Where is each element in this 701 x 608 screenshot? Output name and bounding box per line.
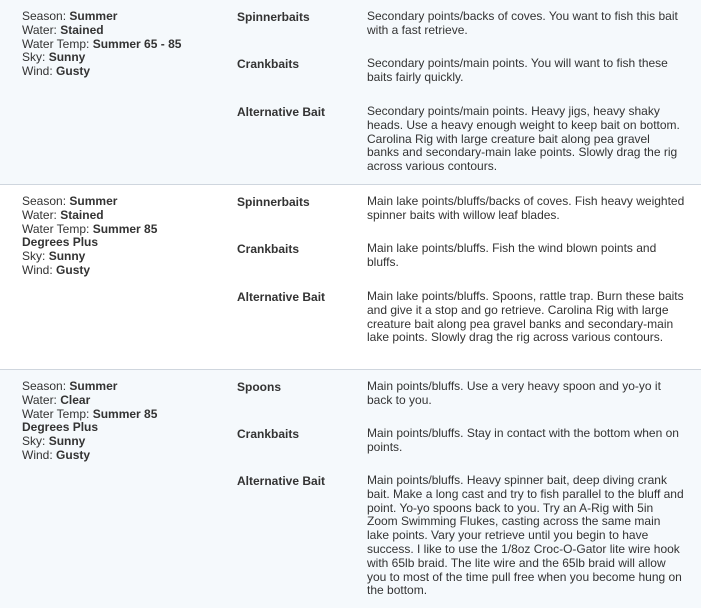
sky-value: Sunny: [48, 434, 86, 449]
sky-line: [22, 250, 202, 264]
temp-line: [22, 223, 172, 251]
bait-description: Main points/bluffs. Use a very heavy spoon and yo-yo it back to you.: [367, 379, 661, 407]
bait-name: Crankbaits: [237, 427, 300, 441]
bait-name: Spoons: [237, 380, 281, 394]
temp-label: Water Temp:: [22, 221, 90, 236]
condition-group: [0, 370, 701, 608]
season-value: Summer: [69, 379, 118, 393]
season-line: [22, 380, 202, 394]
bait-description: Main lake points/bluffs. Fish the wind blown points and bluffs.: [367, 241, 657, 269]
water-value: Clear: [60, 392, 91, 407]
bait-name: Spinnerbaits: [237, 195, 310, 209]
bait-description: Secondary points/main points. You will want to fish these baits fairly quickly.: [367, 56, 668, 84]
bait-name: Alternative Bait: [237, 290, 326, 304]
wind-label: Wind:: [22, 262, 53, 277]
bait-description: Main points/bluffs. Stay in contact with the bottom when on points.: [367, 426, 679, 454]
bait-description: Main points/bluffs. Heavy spinner bait, deep diving crank bait. Make a long cast and try to fish parallel to the bluff and point. Yo-yo spoons back to you. Try an A-Rig with 5in Zoom Swimming Flukes, casting across the same main lake points. Vary your retrieve until you begin to have success. I like to use the 1/8oz Croc-O-Gator lite wire hook with 65lb braid. The lite wire and the 65lb braid will allow you to most of the time pull free when you become hung on the bottom.: [367, 473, 684, 598]
temp-label: Water Temp:: [22, 36, 90, 51]
temp-line: [22, 408, 172, 436]
wind-line: [22, 65, 202, 79]
season-label: Season:: [22, 379, 67, 393]
conditions-cell: [22, 195, 202, 278]
water-label: Water:: [22, 207, 57, 222]
sky-label: Sky:: [22, 50, 46, 65]
wind-label: Wind:: [22, 447, 53, 462]
wind-line: [22, 264, 202, 278]
season-line: [22, 195, 202, 209]
water-label: Water:: [22, 392, 57, 407]
bait-description: Main lake points/bluffs/backs of coves. Fish heavy weighted spinner baits with willow leaf blades.: [367, 194, 685, 222]
conditions-cell: [22, 10, 202, 79]
wind-value: Gusty: [56, 64, 91, 79]
wind-value: Gusty: [56, 262, 91, 277]
bait-description: Secondary points/main points. Heavy jigs, heavy shaky heads. Use a heavy enough weight to keep bait on bottom. Carolina Rig with large creature bait along pea gravel banks and secondary-main lake points. Slowly drag the rig across various contours.: [367, 104, 680, 174]
water-line: [22, 209, 202, 223]
sky-label: Sky:: [22, 434, 46, 449]
bait-name: Crankbaits: [237, 57, 300, 71]
sky-value: Sunny: [48, 50, 86, 65]
season-line: [22, 10, 202, 24]
sky-line: [22, 435, 202, 449]
season-value: Summer: [69, 9, 118, 23]
bait-description: Main lake points/bluffs. Spoons, rattle trap. Burn these baits and give it a stop and go retrieve. Carolina Rig with large creature bait along pea gravel banks and secondary-main lake points. Slowly drag the rig across various contours.: [367, 289, 684, 345]
bait-name: Spinnerbaits: [237, 10, 310, 24]
water-value: Stained: [60, 207, 104, 222]
wind-value: Gusty: [56, 447, 91, 462]
temp-value: Summer 85 Degrees Plus: [22, 221, 158, 250]
temp-value: Summer 65 - 85: [92, 36, 182, 51]
bait-description: Secondary points/backs of coves. You want to fish this bait with a fast retrieve.: [367, 9, 678, 37]
sky-line: [22, 51, 202, 65]
wind-line: [22, 449, 202, 463]
condition-group: [0, 0, 701, 185]
bait-name: Alternative Bait: [237, 105, 326, 119]
temp-label: Water Temp:: [22, 406, 90, 421]
water-line: [22, 394, 202, 408]
bait-name: Alternative Bait: [237, 474, 326, 488]
sky-value: Sunny: [48, 249, 86, 264]
season-label: Season:: [22, 9, 67, 23]
season-value: Summer: [69, 194, 118, 208]
temp-line: [22, 38, 202, 52]
condition-group: [0, 185, 701, 370]
water-label: Water:: [22, 22, 57, 37]
bait-name: Crankbaits: [237, 242, 300, 256]
season-label: Season:: [22, 194, 67, 208]
sky-label: Sky:: [22, 249, 46, 264]
temp-value: Summer 85 Degrees Plus: [22, 406, 158, 435]
wind-label: Wind:: [22, 64, 53, 79]
water-line: [22, 24, 202, 38]
water-value: Stained: [60, 22, 104, 37]
conditions-cell: [22, 380, 202, 463]
